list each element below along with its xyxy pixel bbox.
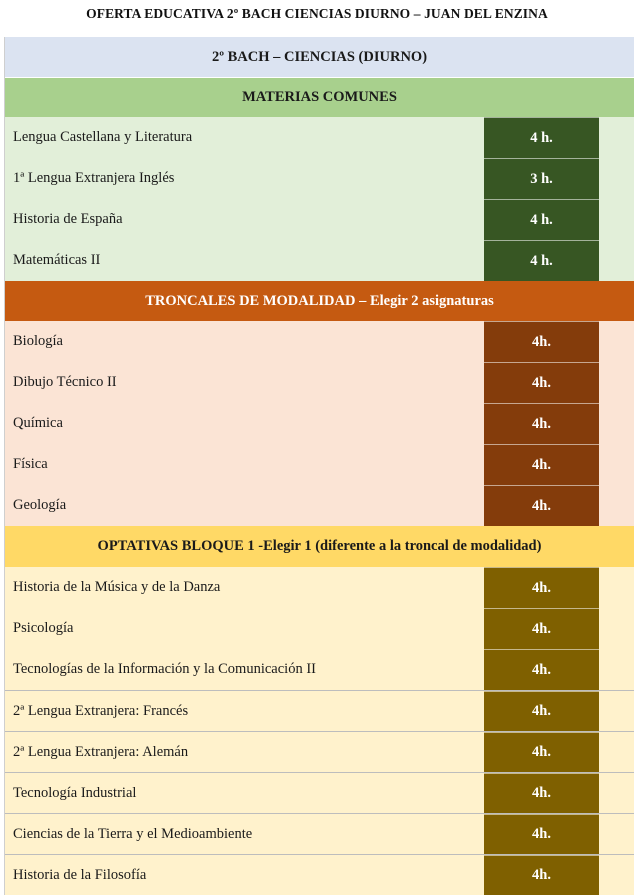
table-row [5, 813, 634, 854]
subject-name: Biología [13, 333, 63, 349]
subject-name: Historia de la Filosofía [13, 866, 147, 883]
subject-hours: 4h. [484, 773, 599, 813]
table-row [5, 649, 634, 690]
row-spacer [599, 732, 634, 772]
subject-hours: 4h. [484, 321, 599, 362]
row-spacer [599, 773, 634, 813]
subject-hours: 4h. [484, 649, 599, 690]
table-row [5, 240, 634, 281]
comunes-rows [5, 117, 634, 281]
document-title: OFERTA EDUCATIVA 2º BACH CIENCIAS DIURNO – JUAN DEL ENZINA [86, 6, 548, 21]
subject-hours: 4h. [484, 732, 599, 772]
row-spacer [599, 321, 634, 362]
troncales-rows [5, 321, 634, 526]
subject-name: 2ª Lengua Extranjera: Francés [13, 702, 189, 719]
optativas-rows [5, 567, 634, 895]
row-spacer [599, 362, 634, 403]
course-offer-table [4, 37, 634, 895]
row-spacer [599, 567, 634, 608]
subject-hours: 4 h. [484, 199, 599, 240]
table-row [5, 772, 634, 813]
table-row [5, 321, 634, 362]
optativas-header: OPTATIVAS BLOQUE 1 -Elegir 1 (diferente a la troncal de modalidad) [5, 526, 634, 567]
subject-hours: 4h. [484, 855, 599, 895]
row-spacer [599, 199, 634, 240]
main-header: 2º BACH – CIENCIAS (DIURNO) [5, 37, 634, 77]
subject-hours: 4 h. [484, 240, 599, 281]
table-row [5, 403, 634, 444]
subject-hours: 4h. [484, 691, 599, 731]
table-row [5, 444, 634, 485]
subject-name: Historia de la Música y de la Danza [13, 579, 221, 595]
table-row [5, 158, 634, 199]
table-row [5, 362, 634, 403]
subject-name: Matemáticas II [13, 252, 101, 268]
subject-name: Geología [13, 497, 67, 513]
row-spacer [599, 814, 634, 854]
subject-name: Tecnologías de la Información y la Comunicación II [13, 661, 316, 677]
row-spacer [599, 855, 634, 895]
subject-hours: 4h. [484, 444, 599, 485]
subject-name: Química [13, 415, 63, 431]
table-row [5, 485, 634, 526]
subject-name: Ciencias de la Tierra y el Medioambiente [13, 825, 253, 842]
comunes-header: MATERIAS COMUNES [5, 77, 634, 117]
table-row [5, 854, 634, 895]
table-row [5, 690, 634, 731]
troncales-header: TRONCALES DE MODALIDAD – Elegir 2 asignaturas [5, 281, 634, 321]
subject-hours: 4h. [484, 814, 599, 854]
row-spacer [599, 444, 634, 485]
subject-name: Dibujo Técnico II [13, 374, 117, 390]
subject-name: 2ª Lengua Extranjera: Alemán [13, 743, 189, 760]
row-spacer [599, 691, 634, 731]
table-row [5, 117, 634, 158]
table-row [5, 567, 634, 608]
subject-name: Física [13, 456, 48, 472]
subject-hours: 3 h. [484, 158, 599, 199]
subject-hours: 4 h. [484, 117, 599, 158]
subject-hours: 4h. [484, 567, 599, 608]
subject-hours: 4h. [484, 608, 599, 649]
subject-name: Historia de España [13, 211, 123, 227]
subject-name: Tecnología Industrial [13, 784, 137, 801]
row-spacer [599, 608, 634, 649]
table-row [5, 608, 634, 649]
subject-hours: 4h. [484, 485, 599, 526]
row-spacer [599, 117, 634, 158]
table-row [5, 199, 634, 240]
subject-name: Lengua Castellana y Literatura [13, 129, 193, 145]
subject-name: 1ª Lengua Extranjera Inglés [13, 170, 175, 186]
row-spacer [599, 240, 634, 281]
table-row [5, 731, 634, 772]
subject-hours: 4h. [484, 362, 599, 403]
row-spacer [599, 158, 634, 199]
subject-name: Psicología [13, 620, 74, 636]
row-spacer [599, 403, 634, 444]
row-spacer [599, 485, 634, 526]
row-spacer [599, 649, 634, 690]
subject-hours: 4h. [484, 403, 599, 444]
